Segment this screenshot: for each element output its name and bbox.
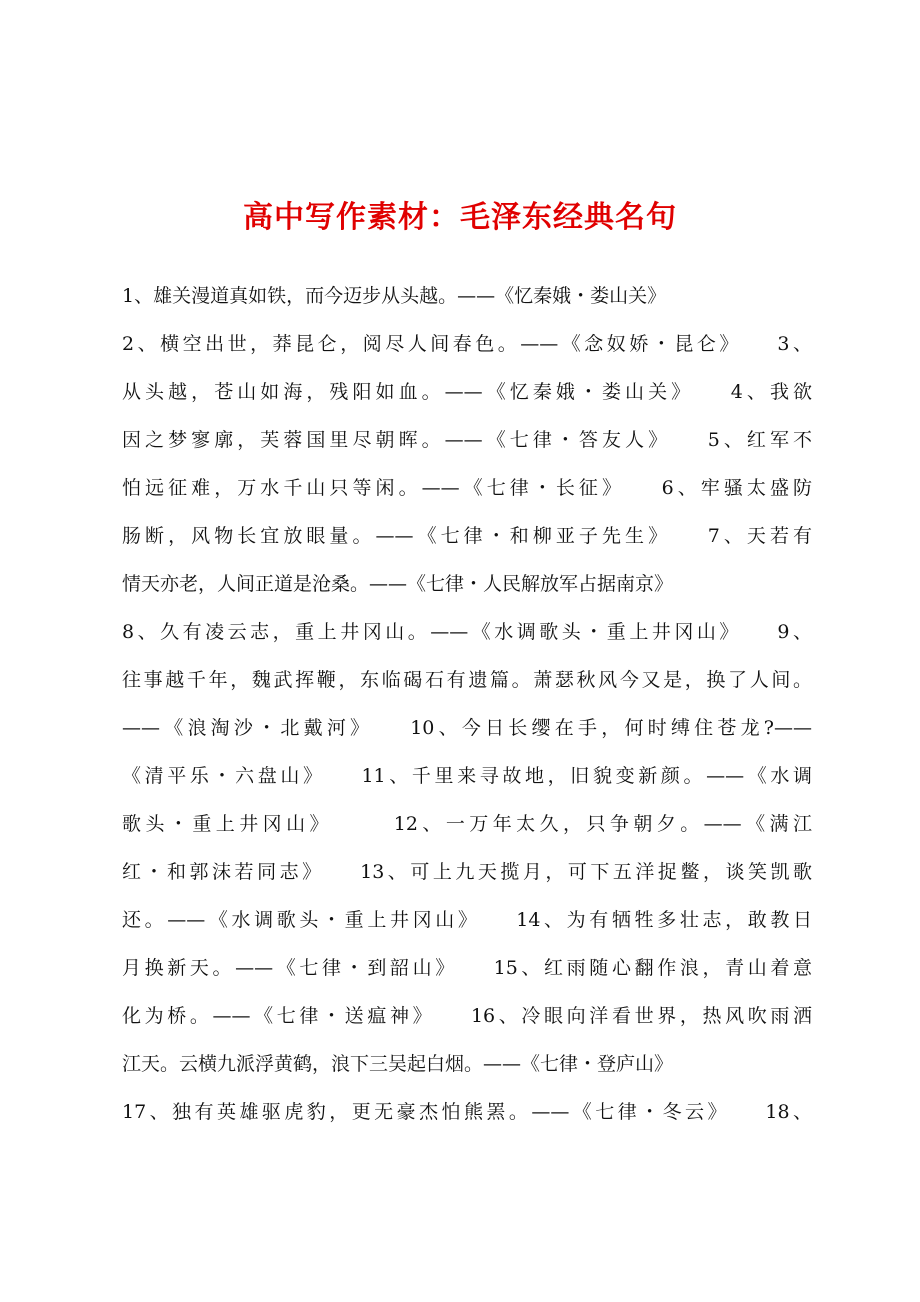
text-line-15: 月换新天。——《七律・到韶山》 15、红雨随心翻作浪，青山着意 bbox=[122, 957, 812, 979]
text-line-6: 肠断，风物长宜放眼量。——《七律・和柳亚子先生》 7、天若有 bbox=[122, 525, 812, 547]
text-line-3: 从头越，苍山如海，残阳如血。——《忆秦娥・娄山关》 4、我欲 bbox=[122, 381, 812, 403]
text-line-10: ——《浪淘沙・北戴河》 10、今日长缨在手，何时缚住苍龙?—— bbox=[122, 717, 812, 739]
text-line-1: 1、雄关漫道真如铁，而今迈步从头越。——《忆秦娥・娄山关》 bbox=[122, 285, 667, 307]
text-line-8: 8、久有凌云志，重上井冈山。——《水调歌头・重上井冈山》 9、 bbox=[122, 621, 812, 643]
text-line-13: 红・和郭沫若同志》 13、可上九天揽月，可下五洋捉鳖，谈笑凯歌 bbox=[122, 861, 812, 883]
text-line-11: 《清平乐・六盘山》 11、千里来寻故地，旧貌变新颜。——《水调 bbox=[122, 765, 812, 787]
text-line-12: 歌头・重上井冈山》 12、一万年太久，只争朝夕。——《满江 bbox=[122, 813, 812, 835]
text-line-14: 还。——《水调歌头・重上井冈山》 14、为有牺牲多壮志，敢教日 bbox=[122, 909, 812, 931]
text-line-4: 因之梦寥廓，芙蓉国里尽朝晖。——《七律・答友人》 5、红军不 bbox=[122, 429, 812, 451]
text-line-5: 怕远征难，万水千山只等闲。——《七律・长征》 6、牢骚太盛防 bbox=[122, 477, 812, 499]
text-line-9: 往事越千年，魏武挥鞭，东临碣石有遗篇。萧瑟秋风今又是，换了人间。 bbox=[122, 669, 812, 691]
text-line-17: 江天。云横九派浮黄鹤，浪下三吴起白烟。——《七律・登庐山》 bbox=[122, 1053, 674, 1075]
text-line-7: 情天亦老，人间正道是沧桑。——《七律・人民解放军占据南京》 bbox=[122, 573, 674, 595]
text-line-16: 化为桥。——《七律・送瘟神》 16、冷眼向洋看世界，热风吹雨洒 bbox=[122, 1005, 812, 1027]
text-line-18: 17、独有英雄驱虎豹，更无豪杰怕熊罴。——《七律・冬云》 18、 bbox=[122, 1101, 812, 1123]
text-line-2: 2、横空出世，莽昆仑，阅尽人间春色。——《念奴娇・昆仑》 3、 bbox=[122, 333, 812, 355]
page-title: 高中写作素材：毛泽东经典名句 bbox=[243, 200, 677, 235]
